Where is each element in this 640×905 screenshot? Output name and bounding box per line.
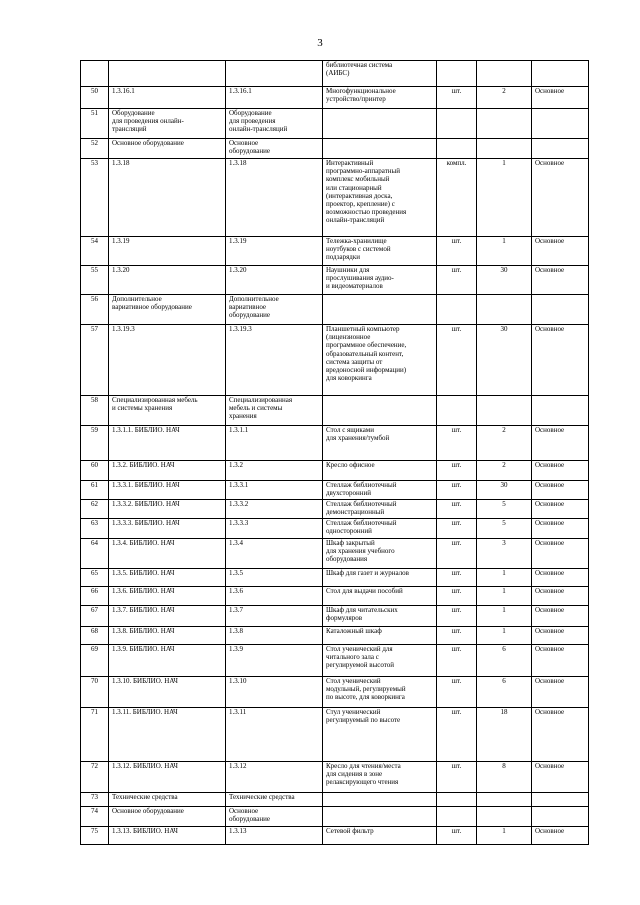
- row-number: 54: [81, 237, 109, 266]
- item-code: 1.3.3.2. БИБЛИО. НАЧ: [109, 500, 226, 519]
- item-quantity: 3: [477, 539, 532, 569]
- item-name: Стеллаж библиотечный двухсторонний: [323, 481, 437, 500]
- item-name: Стол для выдачи пособий: [323, 587, 437, 606]
- item-quantity: 1: [477, 627, 532, 645]
- item-code-short: 1.3.7: [226, 606, 323, 627]
- item-code: 1.3.13. БИБЛИО. НАЧ: [109, 827, 226, 845]
- row-number: 55: [81, 266, 109, 295]
- row-number: 59: [81, 426, 109, 461]
- item-code-short: [226, 61, 323, 87]
- item-name: [323, 109, 437, 139]
- item-code: 1.3.2. БИБЛИО. НАЧ: [109, 461, 226, 481]
- item-type: [532, 61, 589, 87]
- item-quantity: 5: [477, 519, 532, 539]
- item-type: Основное: [532, 539, 589, 569]
- item-type: Основное: [532, 266, 589, 295]
- item-type: Основное: [532, 481, 589, 500]
- item-unit: шт.: [437, 827, 477, 845]
- item-unit: шт.: [437, 539, 477, 569]
- item-type: Основное: [532, 500, 589, 519]
- item-code: 1.3.16.1: [109, 87, 226, 109]
- row-number: [81, 61, 109, 87]
- item-code: 1.3.3.3. БИБЛИО. НАЧ: [109, 519, 226, 539]
- item-name: Кресло для чтения/места для сидения в зоне релаксирующего чтения: [323, 762, 437, 793]
- item-code-short: Дополнительное вариативное оборудование: [226, 295, 323, 325]
- item-code-short: 1.3.3.1: [226, 481, 323, 500]
- item-unit: шт.: [437, 87, 477, 109]
- item-name: Сетевой фильтр: [323, 827, 437, 845]
- item-unit: шт.: [437, 266, 477, 295]
- item-code-short: 1.3.13: [226, 827, 323, 845]
- item-unit: шт.: [437, 627, 477, 645]
- item-type: Основное: [532, 325, 589, 396]
- item-code-short: Основное оборудование: [226, 807, 323, 827]
- item-quantity: 30: [477, 266, 532, 295]
- item-code-short: 1.3.19.3: [226, 325, 323, 396]
- item-type: Основное: [532, 237, 589, 266]
- item-unit: шт.: [437, 519, 477, 539]
- item-name: Каталожный шкаф: [323, 627, 437, 645]
- item-type: Основное: [532, 677, 589, 708]
- page-number: 3: [317, 37, 323, 49]
- item-code: 1.3.19: [109, 237, 226, 266]
- item-code: 1.3.7. БИБЛИО. НАЧ: [109, 606, 226, 627]
- item-quantity: [477, 109, 532, 139]
- item-quantity: 2: [477, 87, 532, 109]
- item-code-short: 1.3.18: [226, 159, 323, 237]
- table-row: [81, 139, 589, 159]
- item-code: Технические средства: [109, 793, 226, 807]
- item-quantity: [477, 793, 532, 807]
- item-name: Наушники для прослушивания аудио- и видеоматериалов: [323, 266, 437, 295]
- item-type: Основное: [532, 606, 589, 627]
- table-row: [81, 708, 589, 762]
- item-quantity: [477, 61, 532, 87]
- item-code-short: 1.3.19: [226, 237, 323, 266]
- item-code-short: 1.3.3.3: [226, 519, 323, 539]
- item-type: Основное: [532, 461, 589, 481]
- item-quantity: 1: [477, 159, 532, 237]
- item-code-short: 1.3.6: [226, 587, 323, 606]
- row-number: 50: [81, 87, 109, 109]
- item-unit: [437, 396, 477, 426]
- item-unit: шт.: [437, 569, 477, 587]
- item-type: Основное: [532, 627, 589, 645]
- item-type: [532, 295, 589, 325]
- table-row: [81, 461, 589, 481]
- item-type: [532, 139, 589, 159]
- item-code-short: 1.3.3.2: [226, 500, 323, 519]
- item-type: [532, 793, 589, 807]
- table-body: [81, 61, 589, 845]
- item-quantity: 1: [477, 569, 532, 587]
- table-row: [81, 481, 589, 500]
- item-code-short: 1.3.9: [226, 645, 323, 677]
- item-code-short: 1.3.20: [226, 266, 323, 295]
- item-name: Шкаф для читательских формуляров: [323, 606, 437, 627]
- item-type: [532, 396, 589, 426]
- item-code: [109, 61, 226, 87]
- table-row: [81, 266, 589, 295]
- item-name: Интерактивный программно-аппаратный комплекс мобильный или стационарный (интерактивная доска, проектор, крепление) с возможностью проведения онлайн-трансляций: [323, 159, 437, 237]
- item-type: Основное: [532, 708, 589, 762]
- row-number: 75: [81, 827, 109, 845]
- item-quantity: 2: [477, 461, 532, 481]
- item-code: 1.3.3.1. БИБЛИО. НАЧ: [109, 481, 226, 500]
- item-code-short: 1.3.10: [226, 677, 323, 708]
- item-name: Стеллаж библиотечный односторонний: [323, 519, 437, 539]
- item-quantity: [477, 139, 532, 159]
- item-name: библиотечная система (АИБС): [323, 61, 437, 87]
- item-type: [532, 109, 589, 139]
- row-number: 66: [81, 587, 109, 606]
- row-number: 67: [81, 606, 109, 627]
- item-quantity: 30: [477, 325, 532, 396]
- table-row: [81, 61, 589, 87]
- item-unit: шт.: [437, 762, 477, 793]
- item-code: Оборудование для проведения онлайн- трансляций: [109, 109, 226, 139]
- item-code: Специализированная мебель и системы хранения: [109, 396, 226, 426]
- table-row: [81, 627, 589, 645]
- item-code-short: Основное оборудование: [226, 139, 323, 159]
- item-quantity: 1: [477, 587, 532, 606]
- row-number: 73: [81, 793, 109, 807]
- item-quantity: 6: [477, 645, 532, 677]
- table-row: [81, 793, 589, 807]
- row-number: 68: [81, 627, 109, 645]
- item-code: 1.3.12. БИБЛИО. НАЧ: [109, 762, 226, 793]
- item-unit: шт.: [437, 606, 477, 627]
- item-name: Планшетный компьютер (лицензионное программное обеспечение, образовательный контент, система защиты от вредоносной информации) для коворкинга: [323, 325, 437, 396]
- row-number: 60: [81, 461, 109, 481]
- item-unit: [437, 295, 477, 325]
- item-unit: [437, 61, 477, 87]
- table-row: [81, 325, 589, 396]
- item-quantity: 1: [477, 606, 532, 627]
- item-code-short: 1.3.5: [226, 569, 323, 587]
- item-unit: [437, 793, 477, 807]
- item-type: Основное: [532, 569, 589, 587]
- item-code: 1.3.4. БИБЛИО. НАЧ: [109, 539, 226, 569]
- table-row: [81, 645, 589, 677]
- item-code-short: 1.3.16.1: [226, 87, 323, 109]
- item-unit: шт.: [437, 708, 477, 762]
- item-unit: [437, 139, 477, 159]
- row-number: 61: [81, 481, 109, 500]
- item-unit: [437, 109, 477, 139]
- row-number: 53: [81, 159, 109, 237]
- item-code: 1.3.6. БИБЛИО. НАЧ: [109, 587, 226, 606]
- item-code: Дополнительное вариативное оборудование: [109, 295, 226, 325]
- item-code: 1.3.18: [109, 159, 226, 237]
- item-type: Основное: [532, 827, 589, 845]
- table-row: [81, 87, 589, 109]
- item-code: 1.3.8. БИБЛИО. НАЧ: [109, 627, 226, 645]
- item-name: [323, 295, 437, 325]
- item-name: Многофункциональное устройство/принтер: [323, 87, 437, 109]
- table-row: [81, 396, 589, 426]
- row-number: 70: [81, 677, 109, 708]
- item-quantity: 30: [477, 481, 532, 500]
- item-code-short: 1.3.2: [226, 461, 323, 481]
- table-row: [81, 500, 589, 519]
- item-code-short: 1.3.8: [226, 627, 323, 645]
- item-quantity: [477, 295, 532, 325]
- item-type: Основное: [532, 762, 589, 793]
- item-name: Шкаф закрытый для хранения учебного оборудования: [323, 539, 437, 569]
- row-number: 72: [81, 762, 109, 793]
- row-number: 63: [81, 519, 109, 539]
- row-number: 74: [81, 807, 109, 827]
- item-name: Стол ученический модульный, регулируемый по высоте, для коворкинга: [323, 677, 437, 708]
- table-row: [81, 827, 589, 845]
- item-quantity: [477, 396, 532, 426]
- item-unit: шт.: [437, 426, 477, 461]
- table-row: [81, 677, 589, 708]
- item-code: 1.3.5. БИБЛИО. НАЧ: [109, 569, 226, 587]
- item-quantity: 5: [477, 500, 532, 519]
- item-name: Тележка-хранилище ноутбуков с системой подзарядки: [323, 237, 437, 266]
- item-code-short: 1.3.1.1: [226, 426, 323, 461]
- item-code: Основное оборудование: [109, 807, 226, 827]
- item-name: Шкаф для газет и журналов: [323, 569, 437, 587]
- item-type: Основное: [532, 87, 589, 109]
- row-number: 57: [81, 325, 109, 396]
- item-code: 1.3.9. БИБЛИО. НАЧ: [109, 645, 226, 677]
- table-row: [81, 295, 589, 325]
- item-quantity: 1: [477, 237, 532, 266]
- item-quantity: 6: [477, 677, 532, 708]
- item-type: Основное: [532, 587, 589, 606]
- item-quantity: [477, 807, 532, 827]
- row-number: 52: [81, 139, 109, 159]
- item-code-short: Специализированная мебель и системы хранения: [226, 396, 323, 426]
- item-unit: компл.: [437, 159, 477, 237]
- item-code: 1.3.11. БИБЛИО. НАЧ: [109, 708, 226, 762]
- row-number: 62: [81, 500, 109, 519]
- item-unit: шт.: [437, 645, 477, 677]
- item-unit: шт.: [437, 461, 477, 481]
- table-row: [81, 569, 589, 587]
- row-number: 58: [81, 396, 109, 426]
- item-quantity: 2: [477, 426, 532, 461]
- item-code-short: Оборудование для проведения онлайн-трансляций: [226, 109, 323, 139]
- item-code: Основное оборудование: [109, 139, 226, 159]
- table-row: [81, 762, 589, 793]
- item-code-short: 1.3.12: [226, 762, 323, 793]
- item-type: Основное: [532, 159, 589, 237]
- item-name: Стул ученический регулируемый по высоте: [323, 708, 437, 762]
- table-row: [81, 587, 589, 606]
- item-unit: шт.: [437, 677, 477, 708]
- equipment-table: [80, 60, 589, 845]
- row-number: 71: [81, 708, 109, 762]
- item-code: 1.3.1.1. БИБЛИО. НАЧ: [109, 426, 226, 461]
- item-code-short: Технические средства: [226, 793, 323, 807]
- item-code-short: 1.3.11: [226, 708, 323, 762]
- item-unit: шт.: [437, 481, 477, 500]
- item-quantity: 8: [477, 762, 532, 793]
- row-number: 56: [81, 295, 109, 325]
- item-name: Стеллаж библиотечный демонстрационный: [323, 500, 437, 519]
- item-name: [323, 139, 437, 159]
- table-row: [81, 426, 589, 461]
- table-row: [81, 539, 589, 569]
- table-row: [81, 807, 589, 827]
- item-type: Основное: [532, 426, 589, 461]
- item-name: Кресло офисное: [323, 461, 437, 481]
- item-unit: [437, 807, 477, 827]
- table-row: [81, 519, 589, 539]
- item-code-short: 1.3.4: [226, 539, 323, 569]
- item-unit: шт.: [437, 237, 477, 266]
- table-row: [81, 606, 589, 627]
- table-row: [81, 237, 589, 266]
- item-name: [323, 396, 437, 426]
- item-quantity: 18: [477, 708, 532, 762]
- row-number: 51: [81, 109, 109, 139]
- item-type: Основное: [532, 519, 589, 539]
- item-code: 1.3.10. БИБЛИО. НАЧ: [109, 677, 226, 708]
- item-name: Стол с ящиками для хранения/тумбой: [323, 426, 437, 461]
- item-name: Стол ученический для читального зала с регулируемой высотой: [323, 645, 437, 677]
- item-name: [323, 807, 437, 827]
- item-code: 1.3.19.3: [109, 325, 226, 396]
- item-unit: шт.: [437, 325, 477, 396]
- item-code: 1.3.20: [109, 266, 226, 295]
- item-quantity: 1: [477, 827, 532, 845]
- item-name: [323, 793, 437, 807]
- row-number: 64: [81, 539, 109, 569]
- item-unit: шт.: [437, 500, 477, 519]
- item-type: [532, 807, 589, 827]
- table-row: [81, 109, 589, 139]
- row-number: 69: [81, 645, 109, 677]
- row-number: 65: [81, 569, 109, 587]
- table-row: [81, 159, 589, 237]
- item-type: Основное: [532, 645, 589, 677]
- item-unit: шт.: [437, 587, 477, 606]
